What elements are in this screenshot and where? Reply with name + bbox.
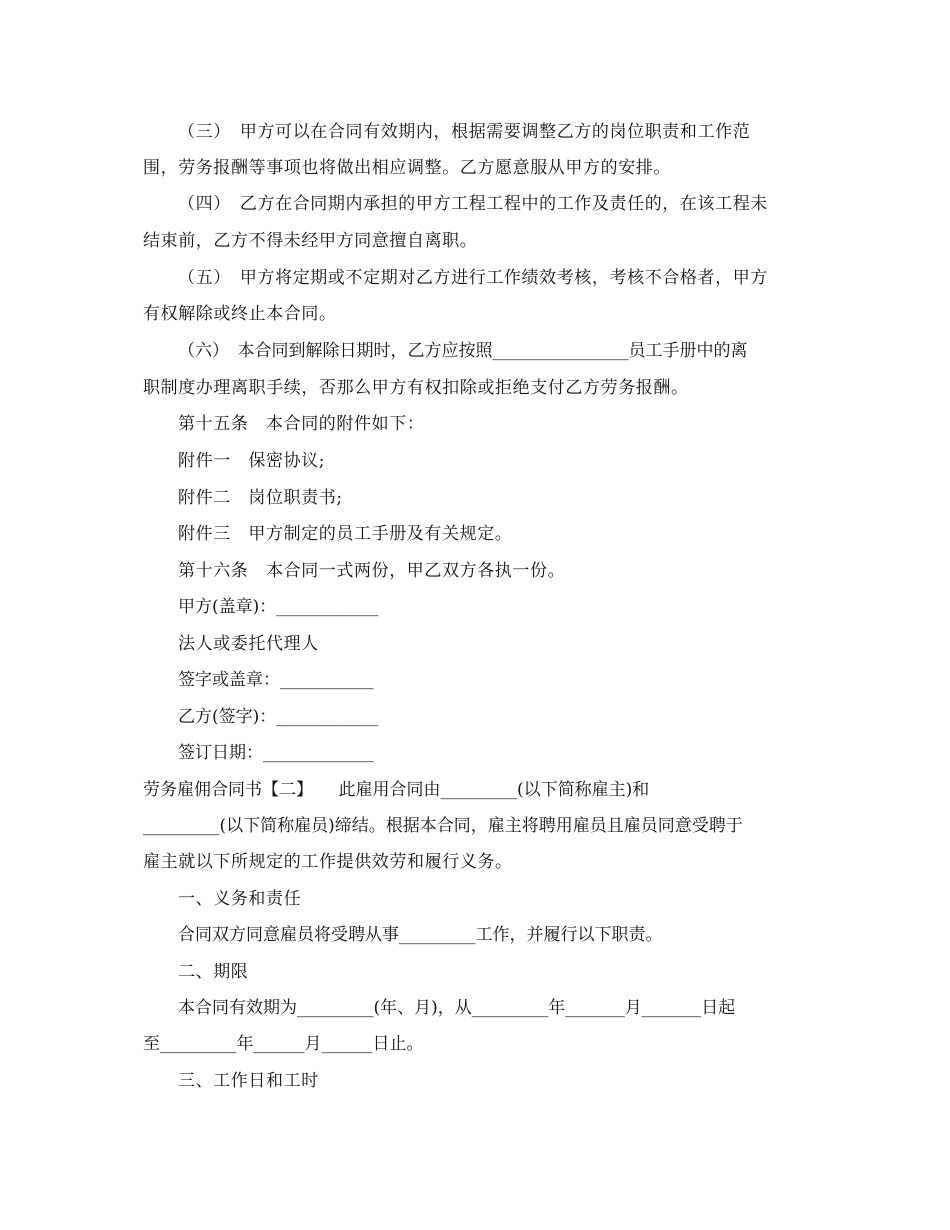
attachment-1: 附件一 保密协议; <box>178 451 326 471</box>
article-15-heading: 第十五条 本合同的附件如下： <box>178 414 425 434</box>
clause-6-line-1: （六） 本合同到解除日期时，乙方应按照________________员工手册中的离 <box>178 341 748 361</box>
party-b-signature: 乙方(签字)：____________ <box>178 707 379 727</box>
clause-5-line-2: 有权解除或终止本合同。 <box>143 304 337 324</box>
clause-4-line-2: 结束前，乙方不得未经甲方同意擅自离职。 <box>143 231 478 251</box>
signing-date: 签订日期：_____________ <box>178 743 374 763</box>
clause-4-line-1: （四） 乙方在合同期内承担的甲方工程工程中的工作及责任的，在该工程未 <box>178 194 768 214</box>
contract-2-intro-line-3: 雇主就以下所规定的工作提供效劳和履行义务。 <box>143 852 513 872</box>
party-a-seal: 甲方(盖章)：____________ <box>178 597 379 617</box>
clause-6-line-2: 职制度办理离职手续，否那么甲方有权扣除或拒绝支付乙方劳务报酬。 <box>143 378 689 398</box>
attachment-3: 附件三 甲方制定的员工手册及有关规定。 <box>178 524 513 544</box>
clause-3-line-2: 围，劳务报酬等事项也将做出相应调整。乙方愿意服从甲方的安排。 <box>143 158 671 178</box>
clause-3-line-1: （三） 甲方可以在合同有效期内，根据需要调整乙方的岗位职责和工作范 <box>178 122 751 142</box>
section-2-body-line-1: 本合同有效期为_________(年、月)，从_________年_______月_______日起 <box>178 998 736 1018</box>
section-3-heading: 三、工作日和工时 <box>178 1071 319 1091</box>
section-1-heading: 一、义务和责任 <box>178 889 302 909</box>
clause-5-line-1: （五） 甲方将定期或不定期对乙方进行工作绩效考核，考核不合格者，甲方 <box>178 268 768 288</box>
contract-2-intro-line-1: 劳务雇佣合同书【二】 此雇用合同由_________(以下简称雇主)和 <box>143 780 650 800</box>
attachment-2: 附件二 岗位职责书; <box>178 488 343 508</box>
section-2-body-line-2: 至_________年______月______日止。 <box>143 1034 424 1054</box>
contract-2-intro-line-2: _________(以下简称雇员)缔结。根据本合同，雇主将聘用雇员且雇员同意受聘于 <box>143 816 743 836</box>
signature-or-seal: 签字或盖章：___________ <box>178 670 374 690</box>
article-16: 第十六条 本合同一式两份，甲乙双方各执一份。 <box>178 561 566 581</box>
section-1-body: 合同双方同意雇员将受聘从事_________工作，并履行以下职责。 <box>178 925 663 945</box>
legal-representative: 法人或委托代理人 <box>178 634 319 654</box>
section-2-heading: 二、期限 <box>178 962 249 982</box>
